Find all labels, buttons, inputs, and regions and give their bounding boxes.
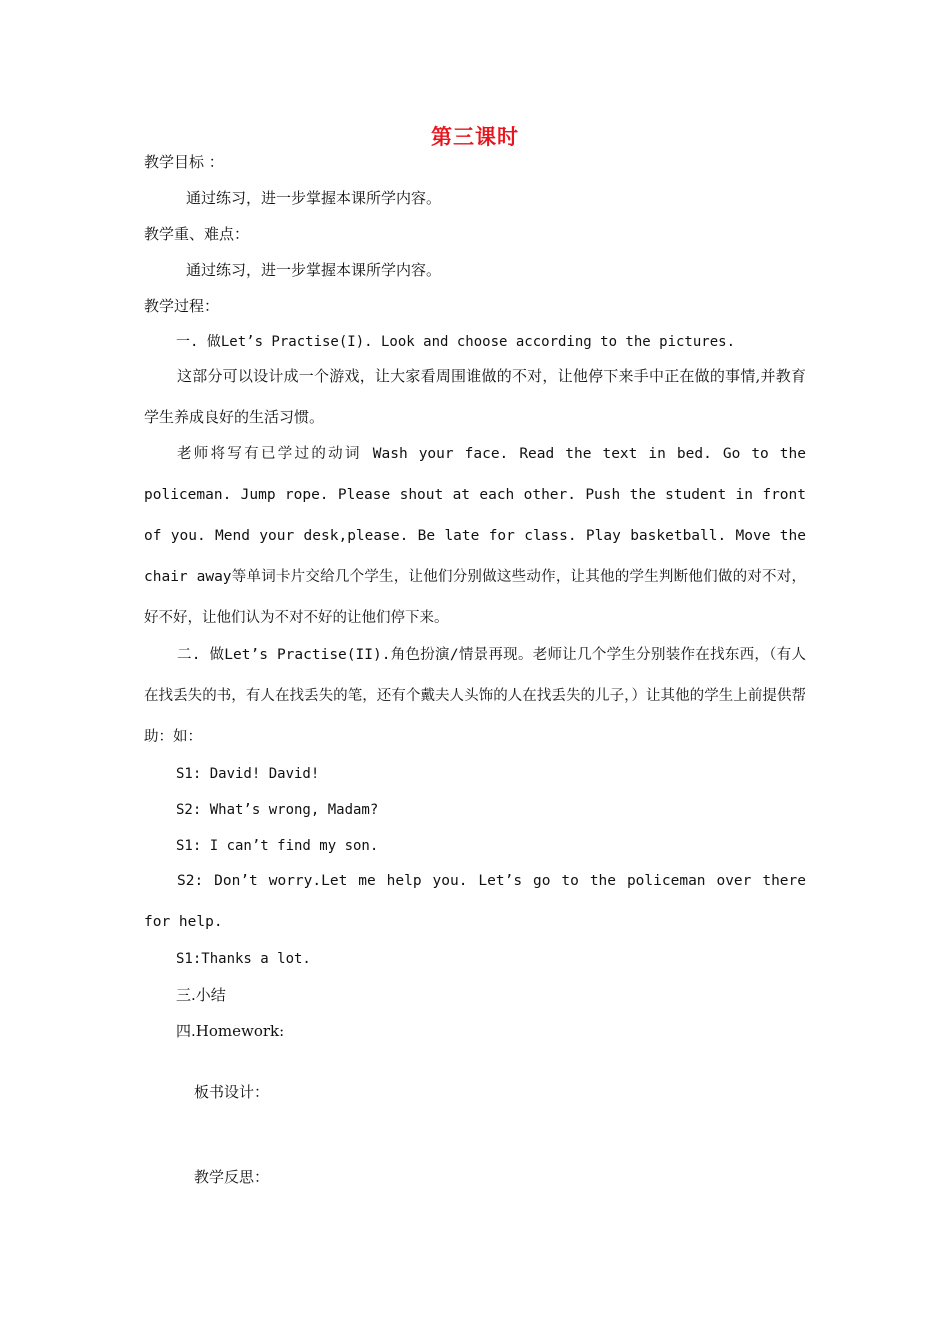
step1-description [144, 356, 806, 438]
step1-title: 一. 做Let’s Practise(I). Look and choose according to the pictures. [176, 334, 736, 350]
dialogue-line-1: S1: David! David! [176, 766, 320, 782]
page-title: 第三课时 [431, 125, 519, 149]
key-points-heading: 教学重、难点： [144, 225, 250, 243]
step3-summary: 三.小结 [176, 986, 226, 1004]
step4-homework: 四.Homework: [176, 1022, 285, 1040]
step1-activity [144, 434, 806, 639]
process-heading: 教学过程： [144, 297, 220, 315]
step1-paragraph-1: 这部分可以设计成一个游戏，让大家看周围谁做的不对，让他停下来手中正在做的事情,并教育学生养成良好的生活习惯。 [144, 367, 806, 426]
objectives-text: 通过练习，进一步掌握本课所学内容。 [186, 189, 442, 207]
reflection-heading: 教学反思： [194, 1168, 270, 1186]
step2-description [144, 635, 806, 758]
board-design-heading: 板书设计： [194, 1083, 270, 1101]
dialogue-line-3: S1: I can’t find my son. [176, 838, 379, 854]
step1-paragraph-2: 老师将写有已学过的动词 Wash your face. Read the text in bed. Go to the policeman. Jump rope. Please shout at each other. Push the student in front of you. Mend your desk,please. Be late for class. Play basketball. Move the chair away等单词卡片交给几个学生，让他们分别做这些动作，让其他的学生判断他们做的对不对，好不好，让他们认为不对不好的让他们停下来。 [144, 446, 806, 626]
step2-paragraph: 二. 做Let’s Practise(II).角色扮演/情景再现。老师让几个学生分别装作在找东西，（有人在找丢失的书，有人在找丢失的笔，还有个戴夫人头饰的人在找丢失的儿子，）让其他的学生上前提供帮助：如： [144, 647, 806, 745]
dialogue-line-4: S2: Don’t worry.Let me help you. Let’s go to the policeman over there for help. [144, 873, 806, 930]
dialogue-line-2: S2: What’s wrong, Madam? [176, 802, 379, 818]
dialogue-line-5: S1:Thanks a lot. [176, 951, 311, 967]
key-points-text: 通过练习，进一步掌握本课所学内容。 [186, 261, 442, 279]
objectives-heading: 教学目标 ： [144, 153, 224, 171]
dialogue-block-4 [144, 861, 806, 943]
